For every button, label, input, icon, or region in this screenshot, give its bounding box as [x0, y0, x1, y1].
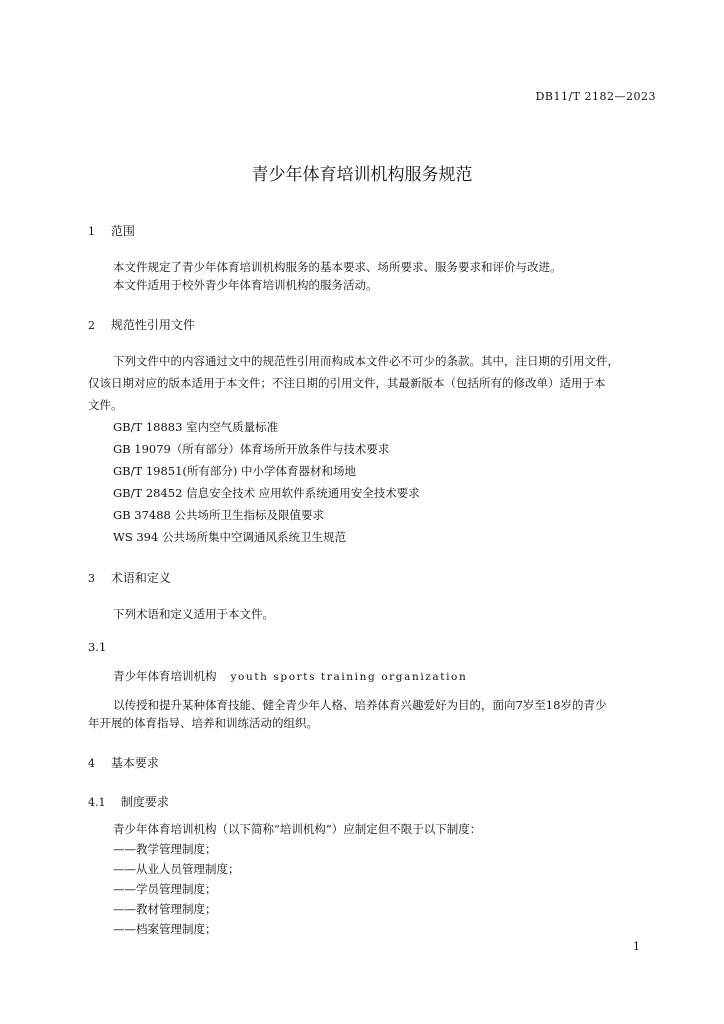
- section-title: 术语和定义: [110, 571, 171, 585]
- reference-item: WS 394 公共场所集中空调通风系统卫生规范: [113, 530, 346, 544]
- list-item: ——教学管理制度；: [113, 842, 217, 856]
- reference-item: GB/T 19851(所有部分) 中小学体育器材和场地: [113, 464, 357, 478]
- subsection-4-1-heading: [88, 793, 169, 810]
- document-title: 青少年体育培训机构服务规范: [251, 165, 473, 185]
- reference-item: GB 19079（所有部分）体育场所开放条件与技术要求: [113, 442, 390, 456]
- list-item: ——教材管理制度；: [113, 902, 217, 916]
- list-item: ——档案管理制度；: [113, 922, 217, 936]
- paragraph: 本文件适用于校外青少年体育培训机构的服务活动。: [113, 278, 378, 292]
- paragraph-line: 仅该日期对应的版本适用于本文件；不注日期的引用文件，其最新版本（包括所有的修改单）适用于本: [88, 376, 606, 390]
- section-2-heading: [88, 316, 195, 333]
- term-chinese: 青少年体育培训机构: [113, 669, 217, 683]
- definition-line: 年开展的体育指导、培养和训练活动的组织。: [88, 716, 318, 730]
- section-title: 基本要求: [110, 756, 159, 770]
- page-number: 1: [633, 940, 640, 953]
- list-item: ——学员管理制度；: [113, 882, 217, 896]
- subsection-title: 制度要求: [120, 795, 169, 809]
- paragraph-line: 下列文件中的内容通过文中的规范性引用而构成本文件必不可少的条款。其中，注日期的引用文件，: [113, 354, 619, 368]
- term-english: youth sports training organization: [230, 671, 468, 683]
- section-title: 规范性引用文件: [110, 318, 195, 332]
- reference-item: GB 37488 公共场所卫生指标及限值要求: [113, 508, 325, 522]
- reference-item: GB/T 28452 信息安全技术 应用软件系统通用安全技术要求: [113, 486, 420, 500]
- section-3-heading: [88, 569, 171, 586]
- list-item: ——从业人员管理制度；: [113, 862, 240, 876]
- section-title: 范围: [110, 224, 135, 238]
- section-number: 3: [88, 572, 95, 585]
- section-1-heading: [88, 222, 135, 239]
- definition-line: 以传授和提升某种体育技能、健全青少年人格、培养体育兴趣爱好为目的，面向7岁至18岁的青少: [113, 698, 607, 712]
- paragraph: 本文件规定了青少年体育培训机构服务的基本要求、场所要求、服务要求和评价与改进。: [113, 260, 562, 274]
- document-number: DB11/T 2182—2023: [535, 90, 656, 103]
- term-entry: [113, 668, 467, 684]
- section-4-heading: [88, 754, 159, 771]
- reference-item: GB/T 18883 室内空气质量标准: [113, 420, 279, 434]
- paragraph-line: 文件。: [88, 398, 123, 412]
- subsection-number: 4.1: [88, 796, 106, 809]
- section-number: 2: [88, 319, 95, 332]
- paragraph: 下列术语和定义适用于本文件。: [113, 607, 274, 621]
- section-number: 1: [88, 225, 95, 238]
- paragraph: 青少年体育培训机构（以下简称“培训机构”）应制定但不限于以下制度：: [113, 822, 482, 836]
- section-number: 4: [88, 757, 95, 770]
- subsection-number: 3.1: [88, 640, 107, 654]
